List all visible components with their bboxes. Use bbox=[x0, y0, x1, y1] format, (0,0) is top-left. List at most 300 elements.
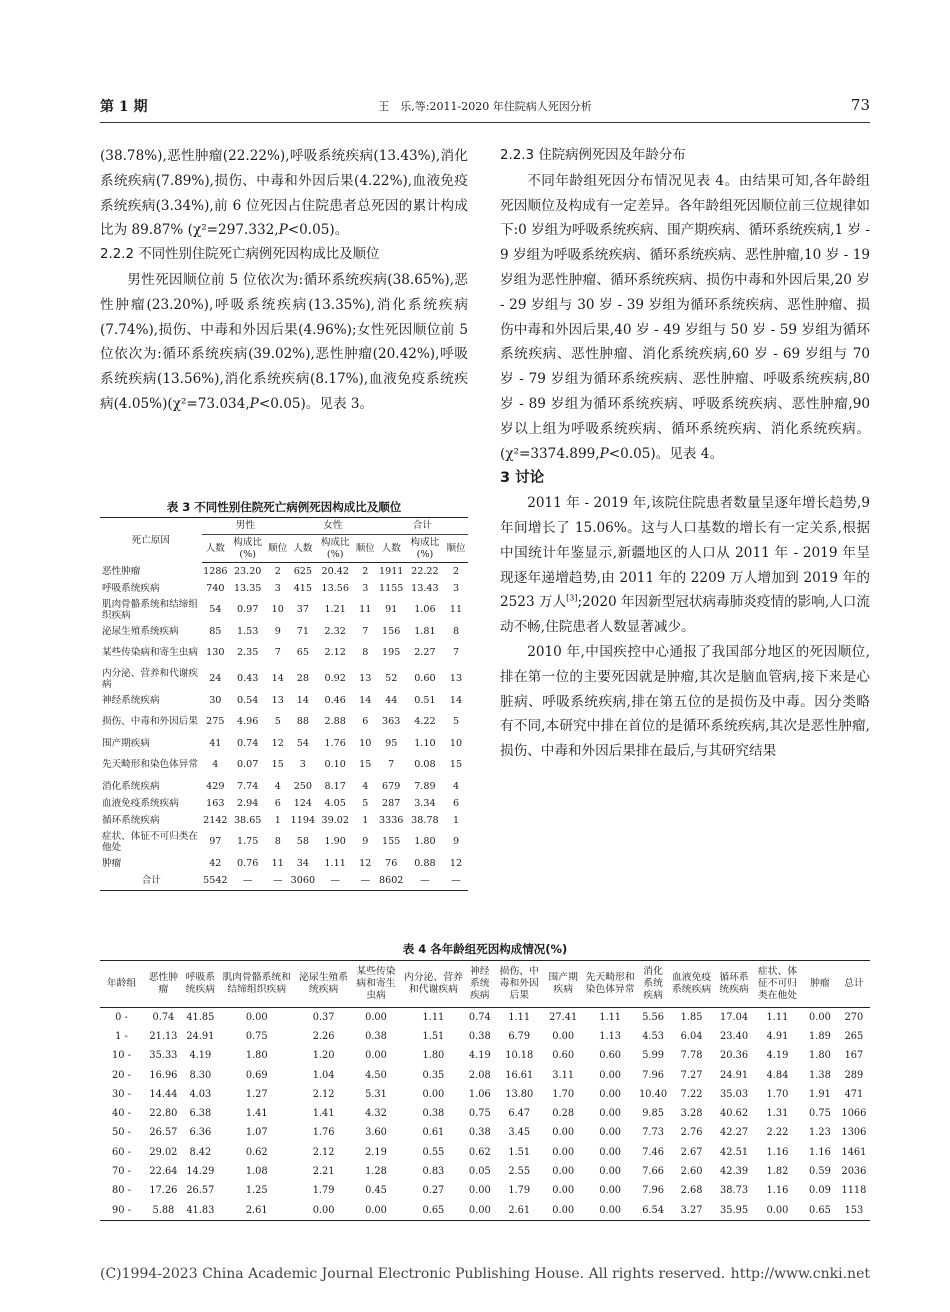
value-cell: 156 bbox=[382, 625, 401, 637]
table-row bbox=[100, 1201, 870, 1221]
cause-cell: 合计 bbox=[100, 872, 202, 891]
table-row bbox=[100, 778, 468, 795]
value-cell: 0.00 bbox=[599, 1146, 622, 1158]
left-column bbox=[100, 144, 468, 417]
value-cell: 39.02 bbox=[321, 814, 349, 826]
cause-cell: 消化系统疾病 bbox=[102, 780, 160, 792]
value-cell: 4.19 bbox=[189, 1050, 212, 1062]
value-cell: 20.36 bbox=[720, 1050, 749, 1062]
value-cell: 0.62 bbox=[245, 1146, 268, 1158]
value-cell: 14 bbox=[449, 694, 463, 706]
value-cell: 9 bbox=[452, 836, 460, 848]
value-cell: 0.00 bbox=[599, 1069, 622, 1081]
value-cell: 0.65 bbox=[401, 1201, 465, 1221]
value-cell: 2.21 bbox=[312, 1166, 335, 1178]
value-cell: 1.13 bbox=[599, 1030, 622, 1042]
cause-cell: 血液免疫系统疾病 bbox=[102, 797, 179, 809]
value-cell: 5.31 bbox=[365, 1088, 387, 1100]
value-cell: 6.04 bbox=[680, 1030, 703, 1042]
value-cell: 7 bbox=[274, 647, 281, 659]
value-cell: 71 bbox=[296, 625, 309, 637]
value-cell: 1.81 bbox=[414, 625, 436, 637]
value-cell: 1.70 bbox=[766, 1088, 789, 1100]
value-cell: 35.03 bbox=[720, 1088, 749, 1100]
value-cell: 1.85 bbox=[680, 1011, 703, 1023]
value-cell: 0.09 bbox=[808, 1185, 831, 1197]
value-cell: 1.80 bbox=[422, 1050, 445, 1062]
value-cell: 0.00 bbox=[599, 1127, 622, 1139]
value-cell: 471 bbox=[844, 1088, 864, 1100]
value-cell: 0.35 bbox=[422, 1069, 445, 1081]
value-cell: 167 bbox=[844, 1050, 864, 1062]
value-cell: 97 bbox=[209, 836, 222, 848]
value-cell: 4.50 bbox=[365, 1069, 387, 1081]
value-cell: 17.04 bbox=[720, 1011, 749, 1023]
age-group-cell: 1 - bbox=[115, 1030, 128, 1042]
value-cell: 275 bbox=[206, 716, 225, 728]
value-cell: 2.94 bbox=[236, 797, 259, 809]
value-cell: 0.00 bbox=[552, 1185, 575, 1197]
value-cell: 2.32 bbox=[324, 625, 346, 637]
value-cell: 124 bbox=[293, 797, 312, 809]
group-male: 男性 bbox=[202, 518, 290, 535]
value-cell: 1.11 bbox=[422, 1011, 445, 1023]
value-cell: 7.74 bbox=[236, 780, 259, 792]
value-cell: 0.46 bbox=[324, 694, 346, 706]
value-cell: 8.30 bbox=[189, 1069, 212, 1081]
column-header: 消化系统疾病 bbox=[638, 961, 668, 1008]
sub-count: 人数 bbox=[289, 535, 316, 563]
value-cell: 16.61 bbox=[505, 1069, 534, 1081]
value-cell: 0.00 bbox=[753, 1201, 802, 1221]
value-cell: 0.55 bbox=[422, 1146, 445, 1158]
value-cell: 26.57 bbox=[186, 1185, 215, 1197]
value-cell: 41.83 bbox=[184, 1201, 217, 1221]
value-cell: 4.19 bbox=[766, 1050, 789, 1062]
p-symbol: P bbox=[599, 445, 609, 462]
value-cell: 130 bbox=[206, 647, 225, 659]
value-cell: 13.56 bbox=[321, 582, 349, 594]
value-cell: 2.35 bbox=[236, 647, 259, 659]
value-cell: 1.75 bbox=[236, 836, 259, 848]
table-row bbox=[100, 580, 468, 597]
value-cell: 14.44 bbox=[149, 1088, 178, 1100]
value-cell: 6.54 bbox=[638, 1201, 668, 1221]
value-cell: 1.04 bbox=[312, 1069, 335, 1081]
table-row bbox=[100, 1066, 870, 1085]
value-cell: 0.88 bbox=[414, 857, 436, 869]
value-cell: 1306 bbox=[841, 1127, 867, 1139]
column-header: 血液免疫系统疾病 bbox=[668, 961, 715, 1008]
value-cell: 1066 bbox=[841, 1108, 867, 1120]
value-cell: 7.27 bbox=[680, 1069, 703, 1081]
table-row bbox=[100, 666, 468, 692]
value-cell: 13 bbox=[271, 694, 284, 706]
running-header bbox=[100, 96, 870, 118]
age-group-cell: 0 - bbox=[115, 1011, 128, 1023]
value-cell: 14 bbox=[296, 694, 309, 706]
column-header: 年龄组 bbox=[100, 961, 143, 1008]
value-cell: — bbox=[406, 872, 444, 891]
column-header: 内分泌、营养和代谢疾病 bbox=[401, 961, 465, 1008]
value-cell: 42.27 bbox=[720, 1127, 749, 1139]
value-cell: 1461 bbox=[841, 1146, 867, 1158]
value-cell: 1.11 bbox=[324, 857, 346, 869]
value-cell: 11 bbox=[359, 604, 372, 616]
paragraph-cause-ranking-cont bbox=[100, 144, 468, 243]
value-cell: 8.17 bbox=[324, 780, 346, 792]
value-cell: 1155 bbox=[378, 582, 404, 594]
header-rule bbox=[100, 122, 870, 123]
value-cell: 1.79 bbox=[508, 1185, 531, 1197]
value-cell: 38.65 bbox=[233, 814, 262, 826]
value-cell: 1.08 bbox=[245, 1166, 268, 1178]
value-cell: 2.67 bbox=[680, 1146, 703, 1158]
value-cell: 4.91 bbox=[766, 1030, 789, 1042]
copyright-text: (C)1994-2023 China Academic Journal Electronic Publishing House. All rights reserved. bbox=[100, 1266, 726, 1282]
cause-cell: 围产期疾病 bbox=[102, 737, 150, 749]
chi-square: χ²=297.332, bbox=[192, 222, 279, 239]
sub-rank: 顺位 bbox=[266, 535, 289, 563]
value-cell: 1.31 bbox=[766, 1108, 789, 1120]
value-cell: 0.60 bbox=[599, 1050, 622, 1062]
value-cell: 2.88 bbox=[324, 716, 346, 728]
value-cell: 1.91 bbox=[808, 1088, 831, 1100]
value-cell: 0.05 bbox=[468, 1166, 491, 1178]
value-cell: 1.16 bbox=[766, 1185, 789, 1197]
value-cell: 7.96 bbox=[642, 1069, 665, 1081]
value-cell: 0.00 bbox=[552, 1146, 575, 1158]
table4 bbox=[100, 960, 870, 1221]
value-cell: 3.11 bbox=[552, 1069, 575, 1081]
value-cell: 1.25 bbox=[245, 1185, 268, 1197]
table-row bbox=[100, 752, 468, 778]
value-cell: 0.00 bbox=[599, 1185, 622, 1197]
value-cell: 1.82 bbox=[766, 1166, 789, 1178]
table-row bbox=[100, 563, 468, 581]
value-cell: 4 bbox=[274, 780, 281, 792]
value-cell: 7.78 bbox=[680, 1050, 703, 1062]
value-cell: 12 bbox=[271, 737, 284, 749]
value-cell: 7.46 bbox=[642, 1146, 665, 1158]
value-cell: 1.20 bbox=[312, 1050, 335, 1062]
value-cell: 2.12 bbox=[312, 1146, 335, 1158]
cause-cell: 神经系统疾病 bbox=[102, 694, 160, 706]
age-group-cell: 10 - bbox=[112, 1050, 131, 1062]
value-cell: 10 bbox=[449, 737, 463, 749]
value-cell: 1.16 bbox=[766, 1146, 789, 1158]
table-row bbox=[100, 795, 468, 812]
value-cell: 91 bbox=[385, 604, 398, 616]
value-cell: 1.80 bbox=[245, 1050, 268, 1062]
footer bbox=[100, 1266, 870, 1282]
value-cell: 7 bbox=[388, 759, 395, 771]
column-header: 肌肉骨骼系统和结缔组织疾病 bbox=[217, 961, 297, 1008]
value-cell: 289 bbox=[844, 1069, 864, 1081]
value-cell: 2.26 bbox=[312, 1030, 335, 1042]
cause-cell: 泌尿生殖系统疾病 bbox=[102, 625, 179, 637]
value-cell: 10 bbox=[359, 737, 372, 749]
value-cell: 0.74 bbox=[468, 1011, 491, 1023]
paragraph-discussion-2: 2010 年,中国疾控中心通报了我国部分地区的死因顺位,排在第一位的主要死因就是肿瘤,其次是脑血管病,接下来是心脏病、呼吸系统疾病,排在第五位的是损伤及中毒。因分类略有不同,本研究中排在首位的是循环系统疾病,其次是恶性肿瘤,损伤、中毒和外因后果排在最后,与其研究结果 bbox=[500, 643, 870, 760]
value-cell: 6.36 bbox=[189, 1127, 212, 1139]
value-cell: 22.22 bbox=[411, 565, 439, 577]
value-cell: 1.16 bbox=[808, 1146, 831, 1158]
table-row bbox=[100, 1162, 870, 1181]
table-row bbox=[100, 1047, 870, 1066]
col-cause: 死亡原因 bbox=[100, 518, 202, 563]
value-cell: 11 bbox=[271, 857, 284, 869]
value-cell: 0.00 bbox=[552, 1127, 575, 1139]
value-cell: — bbox=[317, 872, 354, 891]
value-cell: 40.62 bbox=[720, 1108, 749, 1120]
value-cell: 23.20 bbox=[233, 565, 262, 577]
value-cell: 5.56 bbox=[642, 1011, 665, 1023]
table-row bbox=[100, 709, 468, 735]
value-cell: 1.11 bbox=[766, 1011, 789, 1023]
value-cell: 1.28 bbox=[365, 1166, 387, 1178]
value-cell: 2036 bbox=[841, 1166, 867, 1178]
table3-caption: 表 3 不同性别住院死亡病例死因构成比及顺位 bbox=[166, 500, 402, 514]
value-cell: 5542 bbox=[202, 872, 229, 891]
value-cell: 0.60 bbox=[414, 673, 436, 685]
cause-cell: 症状、体征不可归类在他处 bbox=[102, 830, 198, 853]
table-row bbox=[100, 812, 468, 829]
cause-cell: 先天畸形和染色体异常 bbox=[102, 759, 198, 771]
value-cell: 0.10 bbox=[324, 759, 346, 771]
value-cell: 15 bbox=[449, 759, 463, 771]
value-cell: 37 bbox=[296, 604, 309, 616]
table-row bbox=[100, 855, 468, 872]
text-run: ;2020 年因新型冠状病毒肺炎疫情的影响,人口流动不畅,住院患者人数显著减少。 bbox=[500, 594, 870, 636]
age-group-cell: 30 - bbox=[112, 1088, 131, 1100]
value-cell: 3 bbox=[362, 582, 369, 594]
value-cell: 1.51 bbox=[508, 1146, 531, 1158]
value-cell: 0.74 bbox=[236, 737, 259, 749]
value-cell: 3.45 bbox=[508, 1127, 531, 1139]
value-cell: 4.22 bbox=[414, 716, 436, 728]
text-run: 不同年龄组死因分布情况见表 4。由结果可知,各年龄组死因顺位及构成有一定差异。各年龄组死因顺位前三位规律如下:0 岁组为呼吸系统疾病、围产期疾病、循环系统疾病,1 岁 - 9 岁组为呼吸系统疾病、循环系统疾病、恶性肿瘤,10 岁 - 19 岁组为恶性肿瘤、循环系统疾病、损伤中毒和外因后果,20 岁 - 29 岁组与 30 岁 - 39 岁组为循环系统疾病、恶性肿瘤、损伤中毒和外因后果,40 岁 - 49 岁组与 50 岁 - 59 岁组为循环系统疾病、恶性肿瘤、消化系统疾病,60 岁 - 69 岁组与 70 岁 - 79 岁组为循环系统疾病、恶性肿瘤、呼吸系统疾病,80 岁 - 89 岁组为循环系统疾病、呼吸系统疾病、恶性肿瘤,90 岁以上组为呼吸系统疾病、循环系统疾病、消化系统疾病。( bbox=[500, 172, 871, 462]
value-cell: 65 bbox=[296, 647, 309, 659]
value-cell: 0.00 bbox=[582, 1201, 638, 1221]
value-cell: 163 bbox=[206, 797, 225, 809]
value-cell: 1.10 bbox=[414, 737, 436, 749]
value-cell: 265 bbox=[844, 1030, 864, 1042]
value-cell: 4 bbox=[212, 759, 219, 771]
value-cell: 1.07 bbox=[245, 1127, 268, 1139]
column-header: 某些传染病和寄生虫病 bbox=[351, 961, 402, 1008]
age-group-cell: 60 - bbox=[112, 1146, 131, 1158]
sub-rank: 顺位 bbox=[444, 535, 468, 563]
value-cell: 1.23 bbox=[808, 1127, 831, 1139]
value-cell: 0.00 bbox=[365, 1050, 387, 1062]
value-cell: 22.64 bbox=[149, 1166, 178, 1178]
value-cell: 153 bbox=[838, 1201, 870, 1221]
p-symbol: P bbox=[278, 222, 288, 239]
value-cell: 1286 bbox=[203, 565, 228, 577]
paragraph-discussion-1 bbox=[500, 491, 870, 640]
value-cell: 4.05 bbox=[324, 797, 346, 809]
value-cell: 2.60 bbox=[680, 1166, 703, 1178]
value-cell: 0.00 bbox=[365, 1011, 387, 1023]
table-row bbox=[100, 829, 468, 855]
cause-cell: 肿瘤 bbox=[102, 857, 122, 869]
value-cell: 3 bbox=[274, 582, 281, 594]
cause-cell: 呼吸系统疾病 bbox=[102, 582, 160, 594]
value-cell: 3.28 bbox=[680, 1108, 703, 1120]
value-cell: 0.59 bbox=[808, 1166, 831, 1178]
sub-rank: 顺位 bbox=[354, 535, 377, 563]
value-cell: 363 bbox=[382, 716, 401, 728]
table-row bbox=[100, 623, 468, 640]
value-cell: 7.73 bbox=[642, 1127, 665, 1139]
value-cell: 41 bbox=[209, 737, 222, 749]
value-cell: 1.27 bbox=[245, 1088, 268, 1100]
value-cell: 1.79 bbox=[312, 1185, 335, 1197]
value-cell: 7.22 bbox=[680, 1088, 703, 1100]
text-run: <0.05)。见表 3。 bbox=[258, 395, 374, 412]
value-cell: 14 bbox=[271, 673, 284, 685]
value-cell: 2.61 bbox=[217, 1201, 297, 1221]
sub-count: 人数 bbox=[202, 535, 229, 563]
value-cell: 38.78 bbox=[411, 814, 439, 826]
value-cell: 0.51 bbox=[414, 694, 436, 706]
value-cell: 0.60 bbox=[552, 1050, 575, 1062]
value-cell: 5.88 bbox=[143, 1201, 184, 1221]
value-cell: 16.96 bbox=[149, 1069, 178, 1081]
value-cell: 2.19 bbox=[365, 1146, 387, 1158]
value-cell: 1.51 bbox=[422, 1030, 445, 1042]
value-cell: 4 bbox=[452, 780, 460, 792]
sub-ratio: 构成比(%) bbox=[317, 535, 354, 563]
value-cell: 0.75 bbox=[245, 1030, 268, 1042]
value-cell: 1.11 bbox=[508, 1011, 531, 1023]
table-row bbox=[100, 1143, 870, 1162]
value-cell: 0.28 bbox=[552, 1108, 575, 1120]
value-cell: 6.79 bbox=[508, 1030, 531, 1042]
right-column bbox=[500, 144, 870, 764]
value-cell: 1.41 bbox=[245, 1108, 268, 1120]
value-cell: 10.40 bbox=[639, 1088, 668, 1100]
value-cell: 3336 bbox=[378, 814, 404, 826]
value-cell: 6.38 bbox=[189, 1108, 212, 1120]
value-cell: 13.80 bbox=[505, 1088, 534, 1100]
value-cell: 13 bbox=[449, 673, 463, 685]
value-cell: 14.29 bbox=[186, 1166, 215, 1178]
value-cell: 1.21 bbox=[324, 604, 346, 616]
value-cell: 10 bbox=[271, 604, 284, 616]
value-cell: 1.38 bbox=[808, 1069, 831, 1081]
value-cell: 44 bbox=[385, 694, 398, 706]
value-cell: 2.22 bbox=[766, 1127, 789, 1139]
group-total: 合计 bbox=[377, 518, 468, 535]
age-group-cell: 50 - bbox=[112, 1127, 131, 1139]
value-cell: 4.19 bbox=[468, 1050, 491, 1062]
table-row bbox=[100, 1008, 870, 1028]
value-cell: 2 bbox=[274, 565, 281, 577]
value-cell: 0.00 bbox=[599, 1108, 622, 1120]
value-cell: 8 bbox=[274, 836, 281, 848]
value-cell: 7.89 bbox=[414, 780, 436, 792]
table-row bbox=[100, 692, 468, 709]
value-cell: 1.06 bbox=[414, 604, 436, 616]
column-header: 总计 bbox=[838, 961, 870, 1008]
value-cell: — bbox=[444, 872, 468, 891]
value-cell: 2 bbox=[362, 565, 369, 577]
value-cell: 4.53 bbox=[642, 1030, 665, 1042]
value-cell: 415 bbox=[293, 582, 312, 594]
value-cell: 0.00 bbox=[422, 1088, 445, 1100]
value-cell: 0.54 bbox=[236, 694, 259, 706]
value-cell: 1.41 bbox=[312, 1108, 335, 1120]
value-cell: 0.00 bbox=[245, 1011, 268, 1023]
value-cell: 0.43 bbox=[236, 673, 259, 685]
value-cell: 1.89 bbox=[808, 1030, 831, 1042]
value-cell: 14 bbox=[359, 694, 372, 706]
value-cell: 52 bbox=[385, 673, 398, 685]
value-cell: 0.00 bbox=[351, 1201, 402, 1221]
value-cell: 27.41 bbox=[549, 1011, 578, 1023]
value-cell: 8 bbox=[452, 625, 460, 637]
value-cell: 0.38 bbox=[468, 1127, 491, 1139]
value-cell: 679 bbox=[382, 780, 401, 792]
value-cell: 1.80 bbox=[808, 1050, 831, 1062]
value-cell: 2142 bbox=[203, 814, 228, 826]
text-run: 男性死因顺位前 5 位依次为:循环系统疾病(38.65%),恶性肿瘤(23.20%),呼吸系统疾病(13.35%),消化系统疾病(7.74%),损伤、中毒和外因后果(4.96%);女性死因顺位前 5 位依次为:循环系统疾病(39.02%),恶性肿瘤(20.42%),呼吸系统疾病(13.56%),消化系统疾病(8.17%),血液免疫系统疾病(4.05%)( bbox=[100, 271, 468, 412]
value-cell: 4 bbox=[362, 780, 369, 792]
column-header: 肿瘤 bbox=[802, 961, 838, 1008]
value-cell: 6.47 bbox=[508, 1108, 531, 1120]
section-heading-2-2-3: 2.2.3 住院病例死因及年龄分布 bbox=[500, 148, 686, 163]
value-cell: 76 bbox=[385, 857, 398, 869]
table-row bbox=[100, 1124, 870, 1143]
value-cell: 5 bbox=[362, 797, 369, 809]
value-cell: 3.34 bbox=[414, 797, 436, 809]
table-row bbox=[100, 1085, 870, 1104]
value-cell: 3060 bbox=[289, 872, 316, 891]
cause-cell: 循环系统疾病 bbox=[102, 814, 160, 826]
value-cell: 0.83 bbox=[422, 1166, 445, 1178]
value-cell: 95 bbox=[385, 737, 398, 749]
value-cell: 1.53 bbox=[236, 625, 259, 637]
table-row bbox=[100, 640, 468, 666]
column-header: 恶性肿瘤 bbox=[143, 961, 184, 1008]
text-run: (38.78%),恶性肿瘤(22.22%),呼吸系统疾病(13.43%),消化系统疾病(7.89%),损伤、中毒和外因后果(4.22%),血液免疫系统疾病(3.34%),前 6 位死因占住院患者总死因的累计构成比为 89.87% ( bbox=[100, 148, 468, 239]
table-row bbox=[100, 872, 468, 891]
value-cell: 0.61 bbox=[422, 1127, 445, 1139]
value-cell: 15 bbox=[359, 759, 372, 771]
value-cell: 26.57 bbox=[149, 1127, 178, 1139]
issue-label: 第 1 期 bbox=[100, 99, 148, 115]
value-cell: 1.76 bbox=[312, 1127, 335, 1139]
value-cell: 1.80 bbox=[414, 836, 436, 848]
value-cell: 20.42 bbox=[321, 565, 349, 577]
value-cell: 7 bbox=[452, 647, 460, 659]
age-group-cell: 80 - bbox=[112, 1185, 131, 1197]
value-cell: 2.08 bbox=[468, 1069, 491, 1081]
value-cell: 1 bbox=[452, 814, 460, 826]
value-cell: 24 bbox=[209, 673, 222, 685]
table-row bbox=[100, 1027, 870, 1046]
chi-square: χ²=3374.899, bbox=[505, 445, 600, 462]
value-cell: 1118 bbox=[841, 1185, 867, 1197]
value-cell: 1911 bbox=[378, 565, 404, 577]
value-cell: 0.45 bbox=[365, 1185, 387, 1197]
paragraph-gender bbox=[100, 268, 468, 417]
value-cell: 1194 bbox=[290, 814, 316, 826]
column-header: 循环系统疾病 bbox=[715, 961, 753, 1008]
value-cell: 5 bbox=[274, 716, 281, 728]
